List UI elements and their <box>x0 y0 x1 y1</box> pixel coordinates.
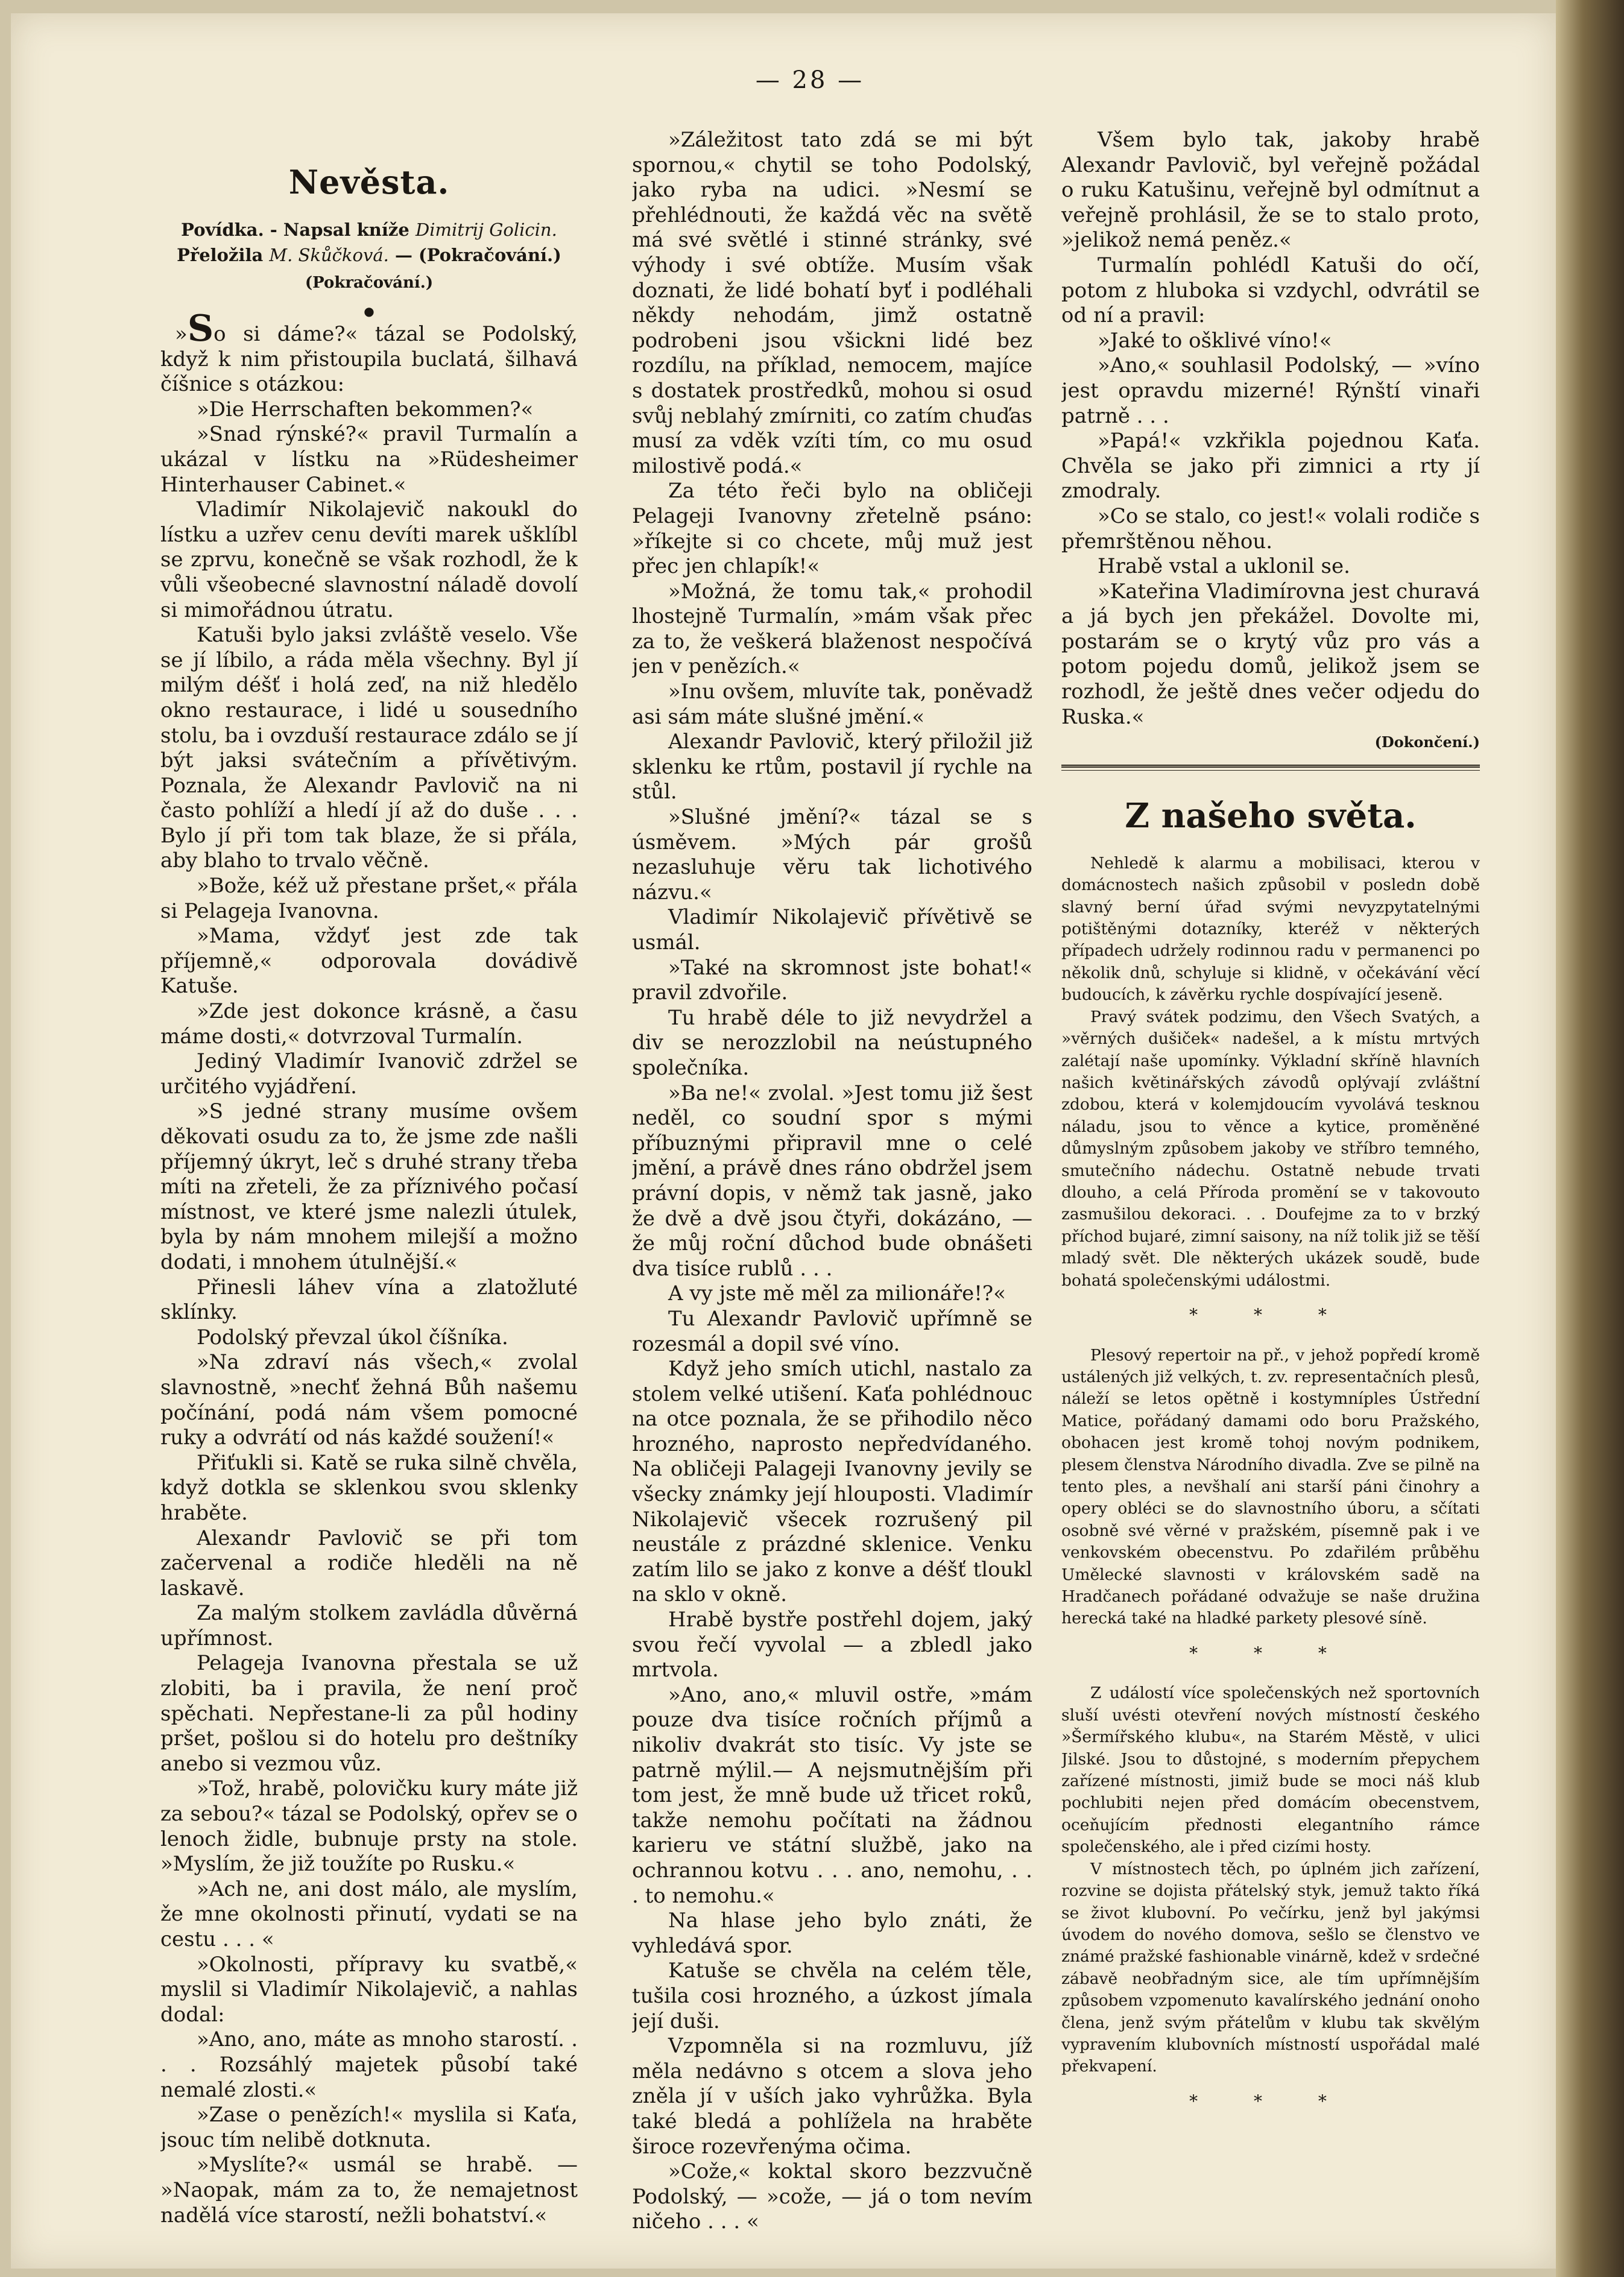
drop-cap: S <box>187 308 214 350</box>
stars-separator-3: * * * <box>1189 2091 1352 2111</box>
paragraph: Přinesli láhev vína a zlatožluté sklínky. <box>160 1275 578 1325</box>
paragraph: »Snad rýnské?« pravil Turmalín a ukázal v lístku na »Rüdesheimer Hinterhauser Cabinet.« <box>160 422 578 497</box>
paragraph-text: o si dáme?« tázal se Podolský, když k nim přistoupila buclatá, šilhavá číšnice s otázkou: <box>160 322 578 397</box>
paragraph: »Okolnosti, přípravy ku svatbě,« myslil si Vladimír Nikolajevič, a nahlas dodal: <box>160 1952 578 2027</box>
paragraph: Za malým stolkem zavládla důvěrná upřímnost. <box>160 1601 578 1650</box>
paragraph: Hrabě bystře postřehl dojem, jaký svou řečí vyvolal — a zbledl jako mrtvola. <box>632 1608 1032 1682</box>
paragraph: »Záležitost tato zdá se mi být spornou,« chytil se toho Podolský, jako ryba na udici. »Nesmí se přehlédnouti, že každá věc na světě má své světlé i stinné stránky, své výhody i své obtíže. Musím však doznati, že lidé bohatí byť i podléhali někdy nehodám, jimž ostatně podrobeni jsou všickni lidé bez rozdílu, na příklad, nemocem, majíce s dostatek prostředků, mohou si osud svůj neblahý zmírniti, co zatím chuďas musí za vděk vzíti tím, co mu osud milostivě podá.« <box>632 128 1032 478</box>
paragraph: »Ano,« souhlasil Podolský, — »víno jest opravdu mizerné! Rýnští vinaři patrně . . . <box>1061 353 1480 428</box>
column-left <box>160 122 578 2269</box>
paragraph: »Na zdraví nás všech,« zvolal slavnostně, »nechť žehná Bůh našemu počínání, podá nám všem pomocné ruky a odvrátí od nás každé soužení!« <box>160 1350 578 1450</box>
paragraph: Katuše se chvěla na celém těle, tušila cosi hrozného, a úzkost jímala její duši. <box>632 1959 1032 2033</box>
paragraph: Na hlase jeho bylo znáti, že vyhledává spor. <box>632 1909 1032 1958</box>
paragraph: Z událostí více společenských než sportovních sluší uvésti otevření nových místností českého »Šermířského klubu«, na Starém Městě, v ulici Jilské. Jsou to důstojné, s moderním přepychem zařízené místnosti, jimiž bude se moci náš klub pochlubiti nejen před domácím obecenstvem, oceňujícím přednosti elegantního rámce společenského, ale i před cizími hosty. <box>1061 1684 1480 1857</box>
paragraph: »Ba ne!« zvolal. »Jest tomu již šest neděl, co soudní spor s mými příbuznými připravil mne o celé jmění, a právě dnes ráno obdržel jsem právní dopis, v němž tak jasně, jako že dvě a dvě jsou čtyři, dokázáno, — že můj roční důchod bude obnášeti dva tisíce rublů . . . <box>632 1081 1032 1281</box>
paragraph: »Bože, kéž už přestane pršet,« přála si Pelageja Ivanovna. <box>160 874 578 923</box>
ornament-dot: ● <box>364 304 374 318</box>
paragraph: »Zase o penězích!« myslila si Kaťa, jsouc tím nelibě dotknuta. <box>160 2103 578 2152</box>
paragraph: »Tož, hrabě, polovičku kury máte již za sebou?« tázal se Podolský, opřev se o lenoch židle, bubnuje prsty na stole. »Myslím, že již toužíte po Rusku.« <box>160 1776 578 1877</box>
story-text-col1 <box>160 308 578 2228</box>
paragraph: »Inu ovšem, mluvíte tak, poněvadž asi sám máte slušné jmění.« <box>632 680 1032 729</box>
paragraph: Plesový repertoir na př., v jehož popředí kromě ustálených již velkých, t. zv. representačních plesů, náleží se letos opětně i kostymníples Ústřední Matice, pořádaný damami odo boru Pražského, obohacen jest kromě tohoj novým podnikem, plesem členstva Národního divadla. Zve se pilně na tento ples, a nevšhalí ani starší páni činohry a opery obléci se do slavnostního úboru, a sčítati osobně své věrné v pražském, písemně pak i ve venkovském obecenstvu. Po zdařilém průběhu Umělecké slavnosti v královském sadě na Hradčanech pořádané odvažuje se naše družina herecká také na hladké parkety plesové síně. <box>1061 1345 1480 1628</box>
paragraph: Alexandr Pavlovič se při tom začervenal a rodiče hleděli na ně laskavě. <box>160 1526 578 1600</box>
paragraph: Nehledě k alarmu a mobilisaci, kterou v domácnostech našich způsobil v posledn době slavný berní úřad svými nevyzpytatelnými potištěnými dotazníky, kteréž v některých případech udržely rodinnou radu v permanenci po několik dnů, schyluje si klidně, v očekávání věcí budoucích, k závěrku rychle dospívající jeseně. <box>1061 853 1480 1005</box>
column-middle <box>632 128 1032 2269</box>
paragraph: »So si dáme?« tázal se Podolský, když k nim přistoupila buclatá, šilhavá číšnice s otázkou: <box>160 308 578 397</box>
conclusion-note: (Dokončení.) <box>1374 733 1480 751</box>
story-text-col3 <box>1061 128 1480 730</box>
paragraph: Všem bylo tak, jakoby hrabě Alexandr Pavlovič, byl veřejně požádal o ruku Katušinu, veřejně byl odmítnut a veřejně prohlásil, že se to stalo proto, »jelikož nemá peněz.« <box>1061 128 1480 253</box>
book-spine-shadow <box>1556 0 1624 2277</box>
story-byline <box>160 217 578 268</box>
section-divider-thin <box>1061 770 1480 771</box>
translator-name: M. Skůčková. <box>269 245 389 265</box>
paragraph: »Papá!« vzkřikla pojednou Kaťa. Chvěla se jako při zimnici a rty jí zmodraly. <box>1061 429 1480 504</box>
page-number: — 28 — <box>755 66 865 94</box>
byline-prefix: Povídka. - Napsal kníže <box>181 219 409 240</box>
stars-separator-2: * * * <box>1189 1643 1352 1663</box>
paragraph: Za této řeči bylo na obličeji Pelageji Ivanovny zřetelně psáno: »říkejte si co chcete, můj muž jest přec jen chlapík!« <box>632 479 1032 579</box>
byline-suffix: — (Pokračování.) <box>394 245 561 265</box>
paragraph: »Také na skromnost jste bohat!« pravil zdvořile. <box>632 955 1032 1005</box>
paragraph: Hrabě vstal a uklonil se. <box>1098 554 1350 579</box>
paragraph: Přiťukli si. Katě se ruka silně chvěla, když dotkla se sklenkou svou sklenky hraběte. <box>160 1450 578 1525</box>
paragraph: Pravý svátek podzimu, den Všech Svatých, a »věrných dušiček« nadešel, a k místu mrtvých zalétají naše upomínky. Výkladní skříně hlavních našich květinářských závodů oplývají zvláštní zdobou, která v kolemjdoucím vyvolává tesknou náladu, jsou to věnce a kytice, proměněné důmyslným způsobem jakoby ve stříbro temného, smutečního nádechu. Ostatně nebude trvati dlouho, a celá Příroda promění se v takovouto zasmušilou dekoraci. . . Doufejme za to v brzký příchod bujaré, zimní saisony, na níž tolik již se těší mladý svět. Dle některých ukázek soudě, bude bohatá společenskými událostmi. <box>1061 1007 1480 1290</box>
paragraph: Když jeho smích utichl, nastalo za stolem velké utišení. Kaťa pohlédnouc na otce poznala, že se přihodilo něco hrozného, naprosto nepředvídaného. Na obličeji Palageji Ivanovny jevily se všecky známky její hlouposti. Vladimír Nikolajevič všecek rozrušený pil neustále z prázdné sklenice. Venku zatím lilo se jako z konve a déšť tloukl na sklo v okně. <box>632 1357 1032 1607</box>
paragraph: Alexandr Pavlovič, který přiložil již sklenku ke rtům, postavil jí rychle na stůl. <box>632 730 1032 804</box>
paragraph: »S jedné strany musíme ovšem děkovati osudu za to, že jsme zde našli příjemný úkryt, leč s druhé strany třeba míti na zřeteli, že za příznivého počasí místnost, ve které jsme nalezli útulek, byla by nám mnohem milejší a možno dodati, i mnohem útulnější.« <box>160 1099 578 1274</box>
news-title: Z našeho světa. <box>1125 795 1417 836</box>
story-title: Nevěsta. <box>288 163 450 201</box>
section-divider <box>1061 765 1480 768</box>
paragraph: Vladimír Nikolajevič nakoukl do lístku a uzřev cenu devíti marek ušklíbl se zprvu, konečně se však rozhodl, že k vůli všeobecné slavnostní náladě dovolí si mimořádnou útratu. <box>160 497 578 622</box>
column-right <box>1061 128 1480 2269</box>
translator-prefix: Přeložila <box>177 245 264 265</box>
paragraph: »Možná, že tomu tak,« prohodil lhostejně Turmalín, »mám však přec za to, že veškerá blaženost nespočívá jen v penězích.« <box>632 579 1032 679</box>
news-text-a <box>1061 853 1480 1292</box>
paragraph: »Ano, ano, máte as mnoho starostí. . . . Rozsáhlý majetek působí také nemalé zlosti.« <box>160 2027 578 2102</box>
paragraph: »Ach ne, ani dost málo, ale myslím, že mne okolnosti přinutí, vydati se na cestu . . . « <box>160 1877 578 1951</box>
paragraph: V místnostech těch, po úplném jich zařízení, rozvine se dojista přátelský styk, jemuž takto říká se život klubovní. Po večírku, jenž byl jakýmsi úvodem do nového domova, sešlo se členstvo ve známé pražské fashionable vinárně, kdež v srdečné zábavě neobřadným sice, ale tím upřímnějším způsobem vzpomenuto kavalírského jednání onoho člena, jenž svým přátelům v klubu tak skvělým vypravením klubovních místností uspořádal malé překvapení. <box>1061 1859 1480 2076</box>
paragraph: »Mama, vždyť jest zde tak příjemně,« odporovala dovádivě Katuše. <box>160 924 578 999</box>
paragraph: »Co se stalo, co jest!« volali rodiče s přemrštěnou něhou. <box>1061 504 1480 554</box>
paragraph: Pelageja Ivanovna přestala se už zlobiti, ba i pravila, že není proč spěchati. Nepřestane-li za půl hodiny pršet, pošlou si do hotelu pro deštníky anebo si vezmou vůz. <box>160 1651 578 1776</box>
story-text-col2 <box>632 128 1032 2235</box>
magazine-page <box>11 13 1556 2269</box>
paragraph: »Die Herrschaften bekommen?« <box>197 397 534 422</box>
paragraph: Vzpomněla si na rozmluvu, jíž měla nedávno s otcem a slova jeho zněla jí v uších jako vyhrůžka. Byla také bledá a pohlížela na hraběte široce rozevřenýma očima. <box>632 2034 1032 2159</box>
paragraph: A vy jste mě měl za milionáře!?« <box>668 1281 1006 1306</box>
paragraph: »Cože,« koktal skoro bezzvučně Podolský, — »cože, — já o tom nevím ničeho . . . « <box>632 2159 1032 2234</box>
paragraph: »Myslíte?« usmál se hrabě. — »Naopak, mám za to, že nemajetnost nadělá více starostí, nežli bohatství.« <box>160 2153 578 2228</box>
paragraph: Tu hrabě déle to již nevydržel a div se nerozzlobil na neústupného společníka. <box>632 1005 1032 1080</box>
stars-separator-1: * * * <box>1189 1304 1352 1325</box>
paragraph: »Jaké to ošklivé víno!« <box>1098 328 1332 353</box>
news-text-b <box>1061 1345 1480 1630</box>
paragraph: Katuši bylo jaksi zvláště veselo. Vše se jí líbilo, a ráda měla všechny. Byl jí milým déšť i holá zeď, na niž hledělo okno restaurace, i lidé u sousedního stolu, ba i ovzduší restaurace zdálo se jí být jaksi svátečním a přívětivým. Poznala, že Alexandr Pavlovič na ni často pohlíží a hledí jí až do duše . . . Bylo jí při tom tak blaze, že si přála, aby blaho to trvalo věčně. <box>160 623 578 873</box>
author-name: Dimitrij Golicin. <box>415 219 557 240</box>
news-text-c <box>1061 1682 1480 2077</box>
paragraph: »Kateřina Vladimírovna jest churavá a já bych jen překážel. Dovolte mi, postarám se o krytý vůz pro vás a potom pojedu domů, jelikož jsem se rozhodl, že ještě dnes večer odjedu do Ruska.« <box>1061 579 1480 729</box>
paragraph: Vladimír Nikolajevič přívětivě se usmál. <box>632 905 1032 955</box>
paragraph: »Ano, ano,« mluvil ostře, »mám pouze dva tisíce ročních příjmů a nikoliv dvakrát sto tisíc. Vy jste se patrně mýlil.— A nejsmutnějším při tom jest, že mně bude už třicet roků, takže nemohu počítati na žádnou karieru ve státní službě, jako na ochrannou kotvu . . . ano, nemohu, . . . to nemohu.« <box>632 1682 1032 1908</box>
continuation-note: (Pokračování.) <box>305 274 434 292</box>
paragraph: Turmalín pohlédl Katuši do očí, potom z hluboka si vzdychl, odvrátil se od ní a pravil: <box>1061 253 1480 328</box>
paragraph: »Slušné jmění?« tázal se s úsměvem. »Mých pár grošů nezasluhuje věru tak lichotivého názvu.« <box>632 805 1032 905</box>
paragraph: Tu Alexandr Pavlovič upřímně se rozesmál a dopil své víno. <box>632 1306 1032 1356</box>
paragraph: »Zde jest dokonce krásně, a času máme dosti,« dotvrzoval Turmalín. <box>160 999 578 1049</box>
paragraph: Jediný Vladimír Ivanovič zdržel se určitého vyjádření. <box>160 1049 578 1099</box>
paragraph: Podolský převzal úkol číšníka. <box>197 1325 508 1350</box>
